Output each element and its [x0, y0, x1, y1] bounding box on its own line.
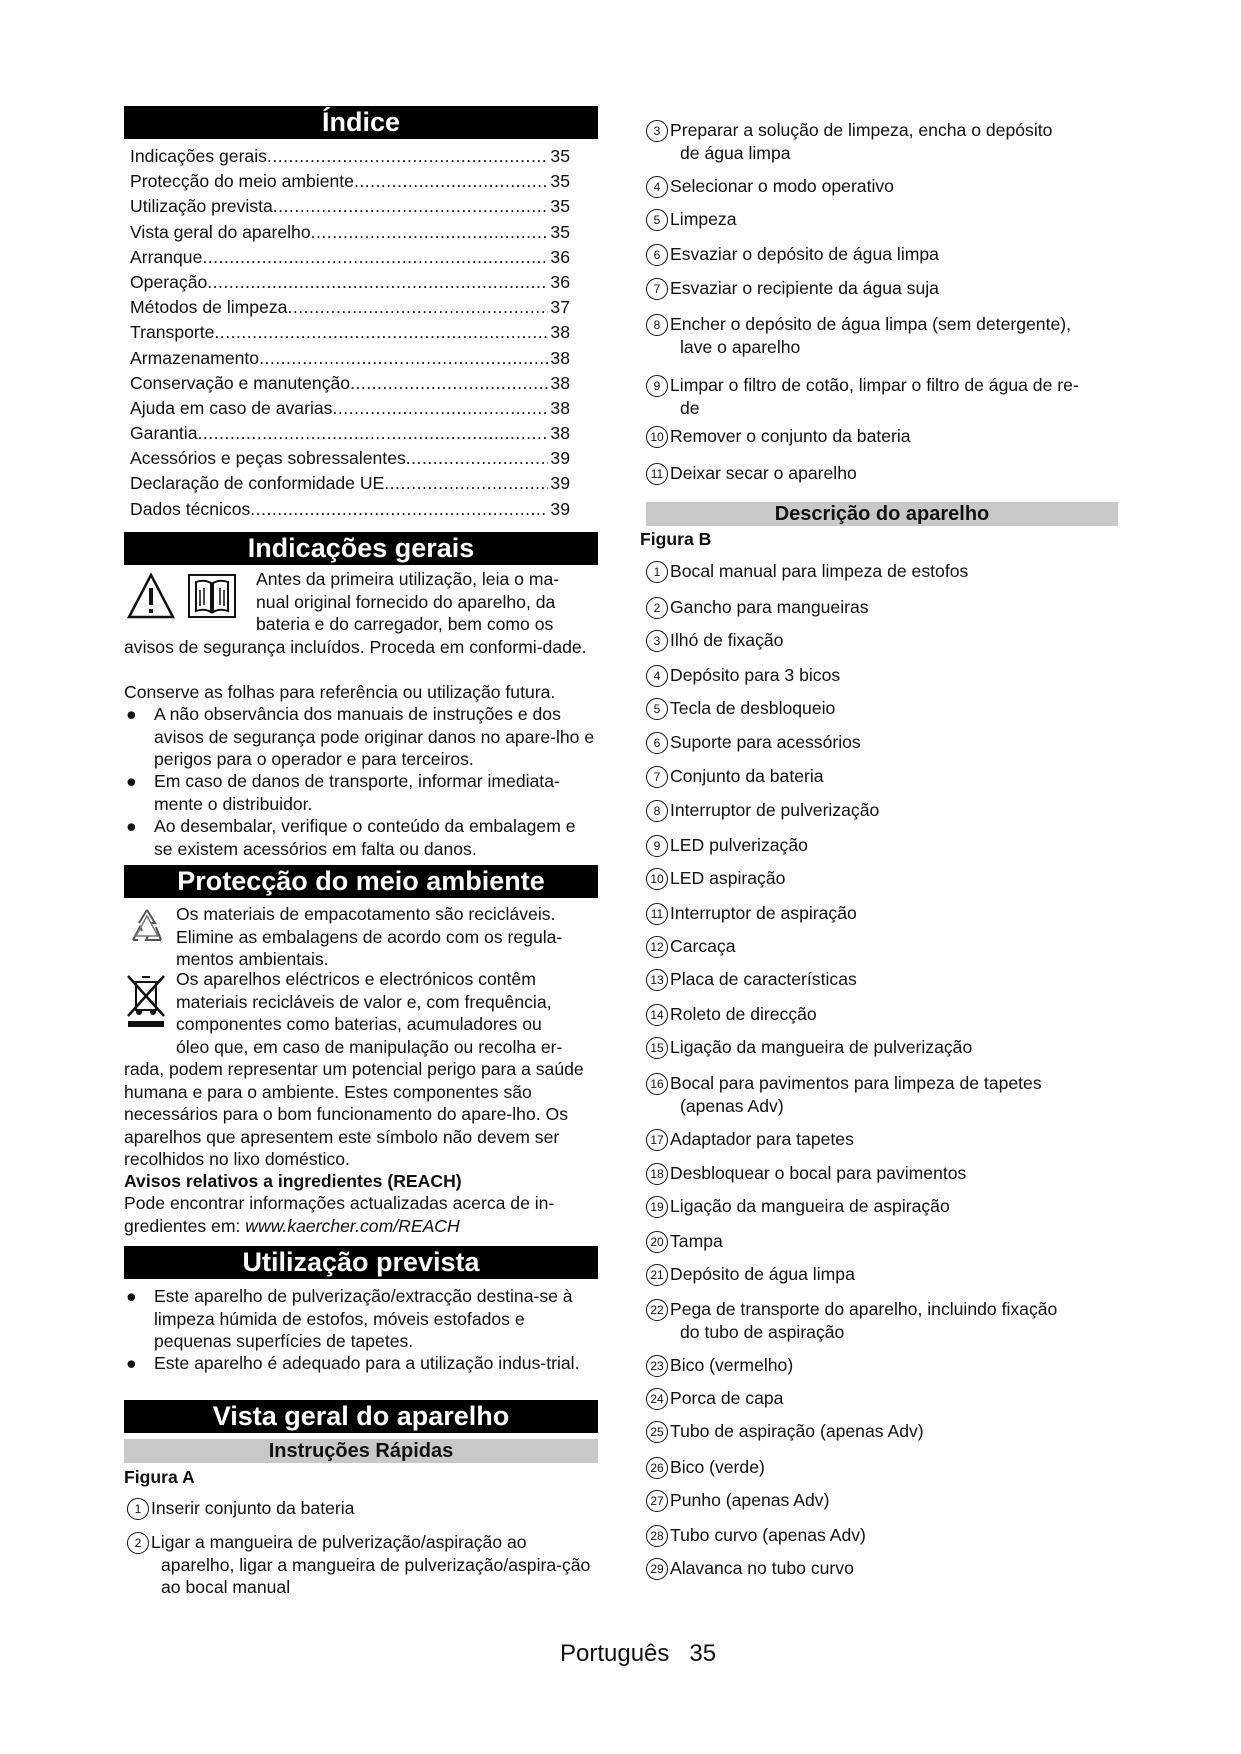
numbered-item — [646, 208, 1086, 231]
toc-entry-title: Vista geral do aparelho — [130, 221, 311, 242]
environment-weee-continued: rada, podem representar um potencial perigo para a saúde humana e para o ambiente. Estes componentes são necessários para o bom funcionamento do apare-lho. Os aparelhos que apresentem este símbolo não devem ser recolhidos no lixo doméstico. — [124, 1059, 584, 1169]
item-number: 17 — [646, 1129, 668, 1151]
item-number: 4 — [646, 665, 668, 687]
bullet-text: Este aparelho de pulverização/extracção destina-se à limpeza húmida de estofos, móveis estofados e pequenas superfícies de tapetes. — [154, 1286, 573, 1351]
item-text: Desbloquear o bocal para pavimentos — [670, 1163, 967, 1183]
item-text: Ligação da mangueira de pulverização — [670, 1037, 973, 1057]
toc-leader-dots — [207, 270, 548, 295]
item-text: Bico (verde) — [670, 1457, 765, 1477]
reach-link[interactable]: www.kaercher.com/REACH — [245, 1215, 460, 1236]
item-number: 7 — [646, 278, 668, 300]
toc-entry-title: Armazenamento — [130, 347, 260, 368]
toc-entry[interactable] — [130, 194, 570, 219]
item-text: Conjunto da bateria — [670, 766, 824, 786]
figure-a-label: Figura A — [124, 1467, 195, 1487]
toc-leader-dots — [384, 471, 548, 496]
item-number: 11 — [646, 463, 668, 485]
page-number: 35 — [689, 1640, 717, 1667]
item-number: 8 — [646, 314, 668, 336]
item-text-continued: (apenas Adv) — [680, 1095, 784, 1116]
numbered-item — [646, 596, 1086, 619]
numbered-item — [646, 1036, 1086, 1059]
numbered-item — [646, 1387, 1086, 1410]
item-number: 3 — [646, 630, 668, 652]
bullet-item: ● Em caso de danos de transporte, informar imediata-mente o distribuidor. — [124, 770, 598, 815]
item-text: Bocal manual para limpeza de estofos — [670, 561, 969, 581]
toc-entry-page: 39 — [550, 473, 570, 494]
numbered-item — [646, 697, 1086, 720]
toc-entry-page: 38 — [550, 397, 570, 418]
warning-triangle-icon — [126, 572, 176, 620]
toc-entry[interactable] — [130, 220, 570, 245]
item-text: Deixar secar o aparelho — [670, 463, 857, 483]
item-text: Selecionar o modo operativo — [670, 176, 894, 196]
item-number: 29 — [646, 1558, 668, 1580]
bullet-item: ● Este aparelho é adequado para a utilização indus-trial. — [124, 1352, 598, 1375]
footer-language: Português — [560, 1640, 670, 1667]
toc-entry-page: 36 — [550, 246, 570, 267]
item-text: LED aspiração — [670, 868, 786, 888]
step-text-continued: aparelho, ligar a mangueira de pulverização/aspira-ção ao bocal manual — [161, 1554, 591, 1597]
crossed-out-bin-icon — [124, 972, 168, 1028]
numbered-item — [646, 1003, 1086, 1026]
item-text-continued: de água limpa — [680, 142, 791, 163]
weee-line: Os aparelhos eléctricos e electrónicos contêm — [176, 969, 536, 989]
item-text: Carcaça — [670, 936, 736, 956]
numbered-item — [646, 731, 1086, 754]
item-number: 13 — [646, 969, 668, 991]
numbered-item — [646, 1230, 1086, 1253]
reach-text-body: Pode encontrar informações actualizadas acerca de in-gredientes em: — [124, 1193, 555, 1236]
toc-entry-title: Indicações gerais — [130, 146, 267, 166]
item-text: Depósito para 3 bicos — [670, 665, 841, 685]
toc-leader-dots — [197, 421, 548, 446]
item-text: Encher o depósito de água limpa (sem detergente), — [670, 314, 1071, 334]
general-intro-line: nual original fornecido do aparelho, da — [256, 591, 556, 612]
toc-entry-page: 35 — [550, 221, 570, 242]
item-text: Interruptor de aspiração — [670, 903, 857, 923]
step-number: 1 — [127, 1498, 149, 1520]
item-text: Tubo de aspiração (apenas Adv) — [670, 1421, 924, 1441]
item-number: 2 — [646, 597, 668, 619]
toc-leader-dots — [332, 396, 548, 421]
item-number: 9 — [646, 835, 668, 857]
item-number: 6 — [646, 244, 668, 266]
toc-entry-title: Arranque — [130, 246, 203, 267]
item-text: Remover o conjunto da bateria — [670, 426, 911, 446]
item-number: 16 — [646, 1073, 668, 1095]
step-number: 2 — [127, 1532, 149, 1554]
weee-line: materiais recicláveis de valor e, com frequência, — [176, 991, 552, 1012]
toc-entry-title: Protecção do meio ambiente — [130, 171, 354, 192]
toc-entry-title: Conservação e manutenção — [130, 372, 351, 393]
item-text: Ligação da mangueira de aspiração — [670, 1196, 950, 1216]
toc-leader-dots — [287, 295, 548, 320]
numbered-item — [646, 277, 1086, 300]
item-text: Tampa — [670, 1231, 723, 1251]
overview-heading: Vista geral do aparelho — [124, 1400, 598, 1433]
bullet-text: Em caso de danos de transporte, informar imediata-mente o distribuidor. — [154, 771, 560, 814]
item-number: 10 — [646, 426, 668, 448]
toc-entry-title: Métodos de limpeza — [130, 297, 288, 318]
item-text: Punho (apenas Adv) — [670, 1490, 830, 1510]
toc-leader-dots — [259, 346, 548, 371]
toc-heading: Índice — [124, 106, 598, 139]
toc-leader-dots — [354, 169, 548, 194]
item-text: Tubo curvo (apenas Adv) — [670, 1525, 866, 1545]
toc-entry[interactable] — [130, 169, 570, 194]
toc-entry-title: Utilização prevista — [130, 196, 273, 217]
recycling-icon — [126, 906, 168, 948]
environment-heading: Protecção do meio ambiente — [124, 865, 598, 898]
item-number: 1 — [646, 561, 668, 583]
item-text: Gancho para mangueiras — [670, 597, 869, 617]
toc-leader-dots — [214, 320, 548, 345]
toc-entry-title: Operação — [130, 271, 208, 292]
item-number: 21 — [646, 1264, 668, 1286]
toc-entry[interactable] — [130, 295, 570, 320]
toc-entry-page: 39 — [550, 448, 570, 469]
item-text-continued: do tubo de aspiração — [680, 1321, 845, 1342]
toc-leader-dots — [273, 194, 549, 219]
numbered-item — [646, 1489, 1086, 1512]
reach-text — [124, 1192, 598, 1237]
general-intro — [256, 568, 598, 636]
general-heading: Indicações gerais — [124, 532, 598, 565]
numbered-item — [646, 765, 1086, 788]
toc-entry-page: 35 — [550, 196, 570, 217]
general-intro-continued: avisos de segurança incluídos. Proceda em conformi-dade. — [124, 637, 587, 657]
bullet-item: ● Este aparelho de pulverização/extracção destina-se à limpeza húmida de estofos, móveis estofados e pequenas superfícies de tapetes. — [124, 1285, 598, 1353]
item-number: 28 — [646, 1525, 668, 1547]
numbered-item — [646, 1456, 1086, 1479]
toc-entry-title: Declaração de conformidade UE — [130, 473, 385, 494]
toc-entry[interactable] — [130, 497, 570, 522]
toc-entry[interactable] — [130, 270, 570, 295]
bullet-text: A não observância dos manuais de instruções e dos avisos de segurança pode originar danos no apare-lho e perigos para o operador e para terceiros. — [154, 704, 595, 769]
item-number: 15 — [646, 1037, 668, 1059]
weee-line: componentes como baterias, acumuladores ou — [176, 1014, 542, 1034]
item-text: Bico (vermelho) — [670, 1355, 794, 1375]
item-number: 4 — [646, 176, 668, 198]
toc-entry-page: 36 — [550, 271, 570, 292]
general-intro-line: bateria e do carregador, bem como os — [256, 614, 554, 634]
toc-entry[interactable] — [130, 396, 570, 421]
numbered-item — [646, 1298, 1086, 1343]
toc-entry[interactable] — [130, 471, 570, 496]
toc-entry-page: 35 — [550, 171, 570, 192]
bullet-item: ● A não observância dos manuais de instruções e dos avisos de segurança pode originar danos no apare-lho e perigos para o operador e para terceiros. — [124, 703, 598, 771]
toc-leader-dots — [202, 245, 548, 270]
item-text-continued: de — [680, 397, 700, 418]
numbered-item — [646, 1557, 1086, 1580]
numbered-item — [646, 867, 1086, 890]
item-text: Porca de capa — [670, 1388, 784, 1408]
item-number: 23 — [646, 1355, 668, 1377]
item-number: 26 — [646, 1457, 668, 1479]
item-text: Esvaziar o depósito de água limpa — [670, 244, 939, 264]
numbered-item — [646, 425, 1086, 448]
numbered-item — [646, 1420, 1086, 1443]
toc-entry-page: 35 — [550, 146, 570, 166]
toc-entry[interactable] — [130, 371, 570, 396]
numbered-item — [646, 935, 1086, 958]
numbered-item — [646, 1072, 1086, 1117]
item-number: 14 — [646, 1004, 668, 1026]
item-text: Adaptador para tapetes — [670, 1129, 854, 1149]
item-number: 5 — [646, 209, 668, 231]
numbered-item — [646, 374, 1086, 419]
intended-use-heading: Utilização prevista — [124, 1246, 598, 1279]
toc-entry-page: 37 — [550, 297, 570, 318]
toc-leader-dots — [311, 220, 549, 245]
numbered-item — [646, 1524, 1086, 1547]
reach-title: Avisos relativos a ingredientes (REACH) — [124, 1171, 462, 1191]
item-number: 24 — [646, 1388, 668, 1410]
quick-step — [127, 1497, 598, 1520]
item-text: Limpar o filtro de cotão, limpar o filtro de água de re- — [670, 375, 1079, 395]
numbered-item — [646, 175, 1086, 198]
toc-entry[interactable] — [130, 421, 570, 446]
item-text: Limpeza — [670, 209, 737, 229]
bullet-text: Este aparelho é adequado para a utilização indus-trial. — [154, 1353, 580, 1373]
item-text: Suporte para acessórios — [670, 732, 861, 752]
item-number: 27 — [646, 1490, 668, 1512]
numbered-item — [646, 799, 1086, 822]
numbered-item — [646, 629, 1086, 652]
item-text: Bocal para pavimentos para limpeza de tapetes — [670, 1073, 1042, 1093]
toc-entry-title: Dados técnicos — [130, 498, 251, 519]
numbered-item — [646, 1162, 1086, 1185]
item-number: 19 — [646, 1196, 668, 1218]
numbered-item — [646, 313, 1086, 358]
item-number: 3 — [646, 120, 668, 142]
toc-leader-dots — [250, 497, 548, 522]
item-number: 18 — [646, 1163, 668, 1185]
item-text: Depósito de água limpa — [670, 1264, 855, 1284]
toc-entry-page: 38 — [550, 423, 570, 444]
quick-step — [127, 1531, 598, 1599]
item-text: Esvaziar o recipiente da água suja — [670, 278, 939, 298]
item-text: Placa de características — [670, 969, 857, 989]
toc-entry[interactable] — [130, 245, 570, 270]
item-text: Alavanca no tubo curvo — [670, 1558, 854, 1578]
item-text: Tecla de desbloqueio — [670, 698, 836, 718]
toc-leader-dots — [350, 371, 548, 396]
item-text: Preparar a solução de limpeza, encha o depósito — [670, 120, 1053, 140]
toc-entry-page: 39 — [550, 498, 570, 519]
item-number: 8 — [646, 800, 668, 822]
toc-entry-page: 38 — [550, 322, 570, 343]
item-number: 22 — [646, 1299, 668, 1321]
item-text: Ilhó de fixação — [670, 630, 784, 650]
general-keep-note: Conserve as folhas para referência ou utilização futura. — [124, 682, 556, 702]
bullet-item: ● Ao desembalar, verifique o conteúdo da embalagem e se existem acessórios em falta ou danos. — [124, 815, 598, 860]
item-number: 6 — [646, 732, 668, 754]
item-number: 10 — [646, 868, 668, 890]
figure-b-label: Figura B — [640, 529, 712, 549]
open-book-icon — [186, 572, 238, 620]
item-number: 11 — [646, 903, 668, 925]
toc-entry-page: 38 — [550, 372, 570, 393]
toc-entry-title: Garantia — [130, 423, 198, 444]
numbered-item — [646, 1195, 1086, 1218]
numbered-item — [646, 968, 1086, 991]
item-text: Pega de transporte do aparelho, incluindo fixação — [670, 1299, 1058, 1319]
numbered-item — [646, 1128, 1086, 1151]
toc-entry-title: Acessórios e peças sobressalentes — [130, 448, 406, 469]
item-number: 12 — [646, 936, 668, 958]
item-text: LED pulverização — [670, 835, 808, 855]
item-number: 5 — [646, 698, 668, 720]
description-heading: Descrição do aparelho — [646, 502, 1118, 526]
bullet-text: Ao desembalar, verifique o conteúdo da embalagem e se existem acessórios em falta ou danos. — [154, 816, 576, 859]
item-number: 20 — [646, 1231, 668, 1253]
numbered-item — [646, 902, 1086, 925]
page-footer — [560, 1640, 716, 1668]
item-text-continued: lave o aparelho — [680, 336, 801, 357]
item-text: Interruptor de pulverização — [670, 800, 880, 820]
quick-instructions-heading: Instruções Rápidas — [124, 1439, 598, 1463]
numbered-item — [646, 834, 1086, 857]
toc-list — [130, 144, 570, 522]
toc-entry[interactable] — [130, 144, 570, 169]
toc-entry-title: Ajuda em caso de avarias — [130, 397, 333, 418]
toc-entry[interactable] — [130, 320, 570, 345]
toc-leader-dots — [406, 446, 549, 471]
toc-entry[interactable] — [130, 346, 570, 371]
item-number: 7 — [646, 766, 668, 788]
item-text: Roleto de direcção — [670, 1004, 817, 1024]
numbered-item — [646, 119, 1086, 164]
numbered-item — [646, 243, 1086, 266]
general-intro-line: Antes da primeira utilização, leia o ma- — [256, 569, 560, 589]
step-text: Ligar a mangueira de pulverização/aspiração ao — [151, 1532, 527, 1552]
numbered-item — [646, 1263, 1086, 1286]
numbered-item — [646, 462, 1086, 485]
toc-entry-title: Transporte — [130, 322, 215, 343]
environment-packaging: Os materiais de empacotamento são recicláveis. Elimine as embalagens de acordo com os regula-mentos ambientais. — [176, 904, 563, 969]
numbered-item — [646, 664, 1086, 687]
environment-weee — [176, 968, 598, 1058]
numbered-item — [646, 560, 1086, 583]
item-number: 25 — [646, 1421, 668, 1443]
numbered-item — [646, 1354, 1086, 1377]
weee-line: óleo que, em caso de manipulação ou recolha er- — [176, 1036, 563, 1057]
toc-entry-page: 38 — [550, 347, 570, 368]
toc-leader-dots — [267, 144, 549, 169]
step-text: Inserir conjunto da bateria — [151, 1498, 355, 1518]
toc-entry[interactable] — [130, 446, 570, 471]
item-number: 9 — [646, 375, 668, 397]
